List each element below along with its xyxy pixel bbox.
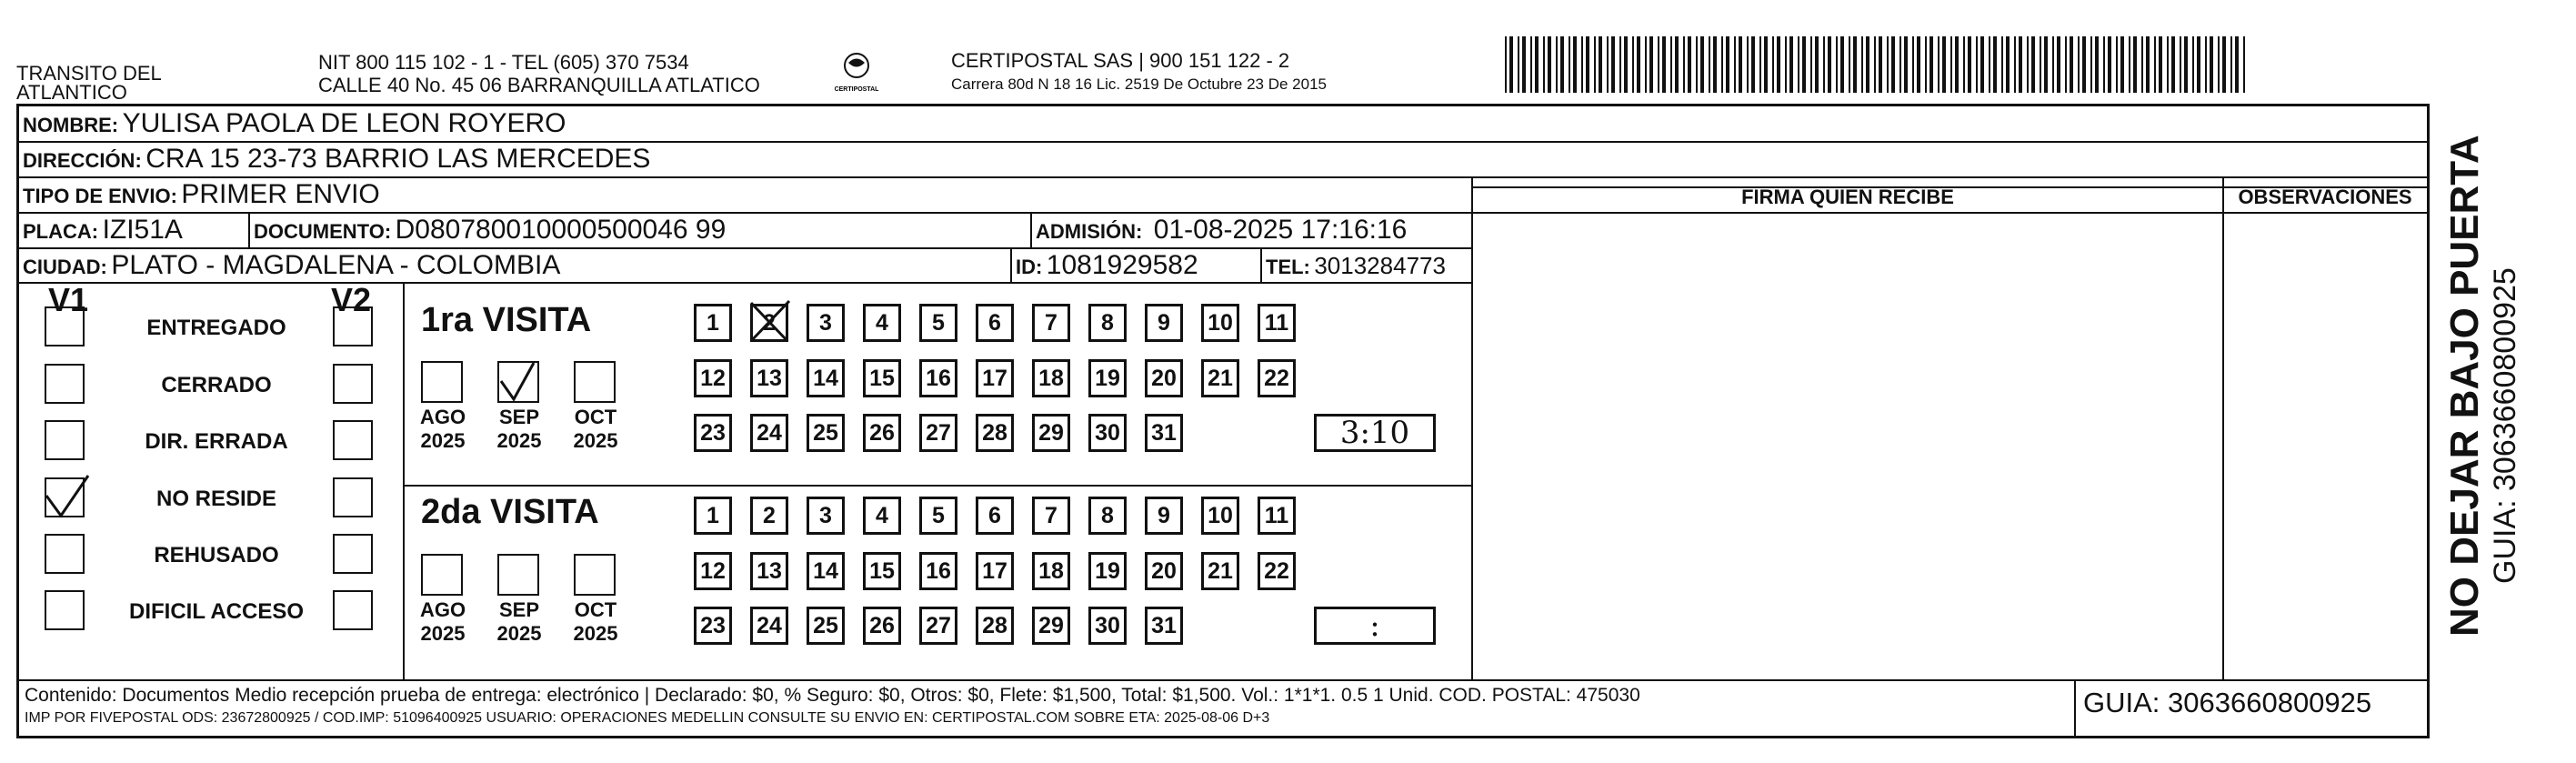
visit1-day-box[interactable]: 15 [863,359,901,397]
visit1-day-box[interactable]: 12 [694,359,732,397]
visit2-day-box[interactable]: 15 [863,552,901,590]
sender-info [318,51,760,96]
visit1-day-box[interactable]: 13 [750,359,788,397]
nombre-value: YULISA PAOLA DE LEON ROYERO [122,108,566,138]
side-text [2439,127,2566,637]
courier-name: CERTIPOSTAL SAS | 900 151 122 - 2 [951,49,1290,72]
visit2-day-box[interactable]: 26 [863,607,901,645]
direccion-label: DIRECCIÓN: [23,149,142,172]
visit2-day-box[interactable]: 29 [1032,607,1070,645]
barcode [1505,36,2250,93]
placa-value: IZI51A [102,215,183,245]
visit1-label: 1ra VISITA [421,301,592,339]
nombre-label: NOMBRE: [23,114,119,136]
placa-cell [23,213,183,252]
v1-checkbox[interactable] [45,306,85,346]
visit1-day-box[interactable]: 23 [694,414,732,452]
svg-text:CERTIPOSTAL: CERTIPOSTAL [834,86,879,93]
v1-checkbox[interactable] [45,477,85,517]
v1-checkbox[interactable] [45,534,85,574]
visit1-day-box[interactable]: 2 [750,304,788,342]
observaciones-label: OBSERVACIONES [2238,186,2412,208]
visit1-day-box[interactable]: 22 [1258,359,1296,397]
visit2-day-box[interactable]: 9 [1145,497,1183,535]
firma-label: FIRMA QUIEN RECIBE [1741,186,1954,208]
visit1-day-box[interactable]: 8 [1088,304,1127,342]
visit2-day-box[interactable]: 13 [750,552,788,590]
visit1-month-label: SEP 2025 [496,406,542,452]
ciudad-label: CIUDAD: [23,256,107,278]
visit1-day-box[interactable]: 31 [1145,414,1183,452]
tipo-envio-value: PRIMER ENVIO [181,179,380,209]
visit2-month-checkbox[interactable] [497,554,539,596]
visit2-day-box[interactable]: 4 [863,497,901,535]
visit2-day-box[interactable]: 11 [1258,497,1296,535]
visit2-day-box[interactable]: 14 [807,552,845,590]
visit2-day-box[interactable]: 31 [1145,607,1183,645]
visit2-day-box[interactable]: 27 [919,607,957,645]
direccion-value: CRA 15 23-73 BARRIO LAS MERCEDES [145,144,651,174]
v2-checkbox[interactable] [333,420,373,460]
visit2-day-box[interactable]: 3 [807,497,845,535]
visit2-day-box[interactable]: 22 [1258,552,1296,590]
visit2-day-box[interactable]: 6 [976,497,1014,535]
footer-content: Contenido: Documentos Medio recepción prueba de entrega: electrónico | Declarado: $0, % Seguro: $0, Otros: $0, Flete: $1,500, Total: $1,500. Vol.: 1*1*1. 0.5 1 Unid. COD. POSTAL: 475030 [25,685,1640,706]
visit1-day-box[interactable]: 27 [919,414,957,452]
visit1-day-box[interactable]: 24 [750,414,788,452]
visit2-day-box[interactable]: 24 [750,607,788,645]
visit1-day-box[interactable]: 1 [694,304,732,342]
v1-label: V1 [48,281,89,318]
admision-label: ADMISIÓN: [1036,220,1143,243]
placa-label: PLACA: [23,220,99,243]
footer-print-info: IMP POR FIVEPOSTAL ODS: 23672800925 / COD.IMP: 51096400925 USUARIO: OPERACIONES MEDELLIN CONSULTE SU ENVIO EN: CERTIPOSTAL.COM SOBRE ETA: 2025-08-06 D+3 [25,710,1270,726]
v2-checkbox[interactable] [333,364,373,404]
visit1-month-checkbox[interactable] [497,361,539,403]
sender-name [16,62,162,104]
documento-value: D080780010000500046 99 [395,215,727,245]
ciudad-cell [23,248,560,287]
status-label: CERRADO [161,373,272,397]
v1-checkbox[interactable] [45,364,85,404]
v2-checkbox[interactable] [333,306,373,346]
v1-checkbox[interactable] [45,420,85,460]
v2-checkbox[interactable] [333,590,373,630]
visit2-day-box[interactable]: 10 [1201,497,1239,535]
direccion-row [23,142,650,181]
visit2-day-box[interactable]: 28 [976,607,1014,645]
admision-cell [1036,213,1407,252]
visit1-day-box[interactable]: 29 [1032,414,1070,452]
visit2-day-box[interactable]: 20 [1145,552,1183,590]
tel-value: 3013284773 [1314,252,1446,279]
ciudad-value: PLATO - MAGDALENA - COLOMBIA [111,250,561,280]
sender-name-line-1: TRANSITO DEL [16,62,162,85]
id-cell [1016,248,1198,287]
tipo-envio-label: TIPO DE ENVIO: [23,185,177,207]
visit1-day-box[interactable]: 14 [807,359,845,397]
footer-guia: GUIA: 3063660800925 [2083,687,2372,718]
visit1-day-box[interactable]: 26 [863,414,901,452]
visit2-day-box[interactable]: 16 [919,552,957,590]
status-label: DIR. ERRADA [145,429,288,454]
status-label: NO RESIDE [155,487,277,511]
visit2-day-box[interactable]: 7 [1032,497,1070,535]
sender-nit-tel: NIT 800 115 102 - 1 - TEL (605) 370 7534 [318,51,689,74]
v2-checkbox[interactable] [333,477,373,517]
v1-checkbox[interactable] [45,590,85,630]
certipostal-logo [829,47,884,102]
visit2-month-checkbox[interactable] [421,554,463,596]
visit2-month-label: AGO 2025 [419,598,466,645]
visit2-day-box[interactable]: 25 [807,607,845,645]
visit2-day-box[interactable]: 2 [750,497,788,535]
visit2-month-label: OCT 2025 [573,598,618,645]
admision-value: 01-08-2025 17:16:16 [1153,215,1408,245]
visit1-day-box[interactable]: 17 [976,359,1014,397]
status-label: REHUSADO [154,543,279,567]
visit2-month-checkbox[interactable] [574,554,616,596]
visit2-day-box[interactable]: 18 [1032,552,1070,590]
no-dejar-bajo-puerta: NO DEJAR BAJO PUERTA [2442,135,2487,637]
visit1-day-box[interactable]: 5 [919,304,957,342]
visit1-day-box[interactable]: 18 [1032,359,1070,397]
sender-name-line-2: ATLANTICO [16,81,127,104]
visit1-month-checkbox[interactable] [574,361,616,403]
visit1-day-box[interactable]: 21 [1201,359,1239,397]
documento-cell [254,213,726,252]
tel-cell [1266,248,1446,287]
visit1-day-box[interactable]: 16 [919,359,957,397]
visit2-day-box[interactable]: 8 [1088,497,1127,535]
visit1-day-box[interactable]: 30 [1088,414,1127,452]
visit2-day-box[interactable]: 5 [919,497,957,535]
v2-label: V2 [331,281,372,318]
visit1-month-label: OCT 2025 [573,406,618,452]
tel-label: TEL: [1266,256,1310,278]
visit1-day-box[interactable]: 9 [1145,304,1183,342]
visit1-day-box[interactable]: 7 [1032,304,1070,342]
status-label: DIFICIL ACCESO [128,599,304,624]
delivery-form [16,104,2430,738]
documento-label: DOCUMENTO: [254,220,392,243]
tipo-envio-row [23,177,380,216]
visit1-time-box[interactable]: 3:10 [1314,414,1436,452]
id-label: ID: [1016,256,1043,278]
visit1-day-box[interactable]: 3 [807,304,845,342]
nombre-row [23,106,566,146]
v2-checkbox[interactable] [333,534,373,574]
sender-address: CALLE 40 No. 45 06 BARRANQUILLA ATLATICO [318,74,760,96]
visit2-label: 2da VISITA [421,493,599,531]
visit1-day-box[interactable]: 4 [863,304,901,342]
status-label: ENTREGADO [146,316,286,340]
visit2-day-box[interactable]: 12 [694,552,732,590]
courier-license: Carrera 80d N 18 16 Lic. 2519 De Octubre 23 De 2015 [951,75,1327,93]
visit2-day-box[interactable]: 19 [1088,552,1127,590]
visit2-day-box[interactable]: 17 [976,552,1014,590]
visit2-day-box[interactable]: 21 [1201,552,1239,590]
visit1-month-checkbox[interactable] [421,361,463,403]
visit1-day-box[interactable]: 11 [1258,304,1296,342]
visit1-month-label: AGO 2025 [419,406,466,452]
visit1-day-box[interactable]: 25 [807,414,845,452]
visit1-day-box[interactable]: 10 [1201,304,1239,342]
visit2-day-box[interactable]: 23 [694,607,732,645]
visit1-day-box[interactable]: 6 [976,304,1014,342]
visit2-time-box[interactable]: : [1314,607,1436,645]
visit2-day-box[interactable]: 30 [1088,607,1127,645]
visit2-month-label: SEP 2025 [496,598,542,645]
id-value: 1081929582 [1046,250,1198,280]
visit1-day-box[interactable]: 28 [976,414,1014,452]
visit1-day-box[interactable]: 19 [1088,359,1127,397]
visit2-day-box[interactable]: 1 [694,497,732,535]
visit1-day-box[interactable]: 20 [1145,359,1183,397]
side-guia: GUIA: 3063660800925 [2488,267,2522,584]
